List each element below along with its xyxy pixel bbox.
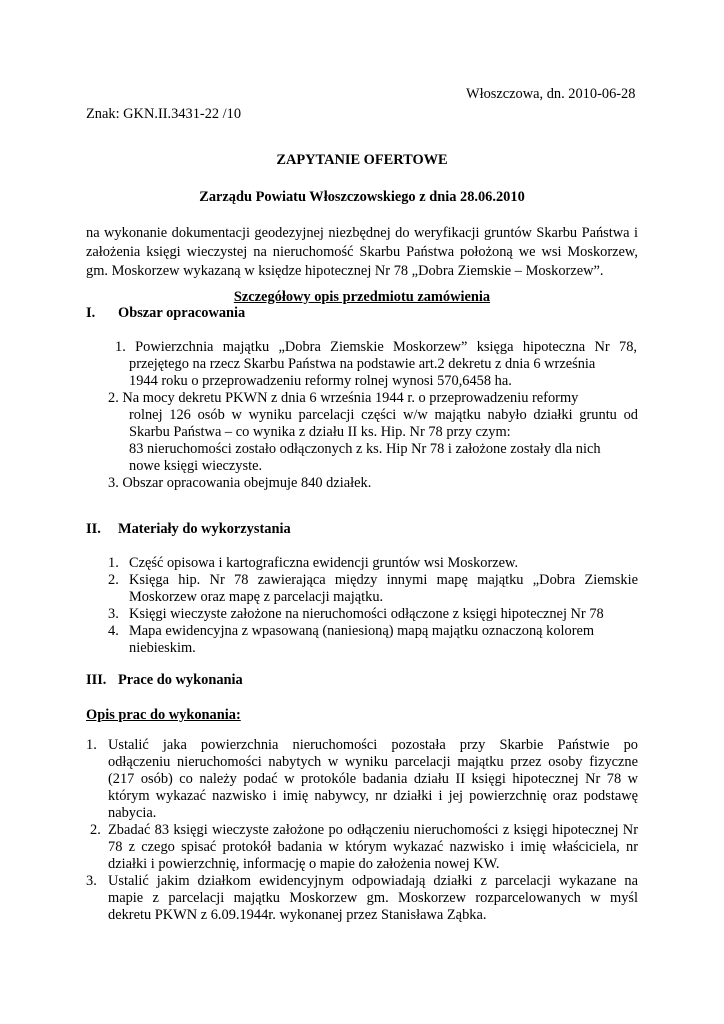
works-heading: Opis prac do wykonania:: [86, 707, 241, 723]
intro-line: założenia księgi wieczystej na nieruchomość Skarbu Państwa położoną we wsi Moskorzew,: [86, 244, 638, 260]
material-number: 3.: [108, 606, 119, 622]
section-3-number: III.: [86, 672, 107, 688]
work-number: 2.: [90, 822, 101, 838]
material-item: Część opisowa i kartograficzna ewidencji gruntów wsi Moskorzew.: [129, 555, 519, 571]
material-item: Moskorzew oraz mapę z parcelacji majątku.: [129, 589, 384, 605]
work-number: 1.: [86, 737, 97, 753]
section-1-line: przejętego na rzecz Skarbu Państwa na podstawie art.2 dekretu z dnia 6 września: [129, 356, 596, 372]
material-item: Księgi wieczyste założone na nieruchomości odłączone z księgi hipotecznej Nr 78: [129, 606, 604, 622]
material-number: 4.: [108, 623, 119, 639]
section-1-line: 83 nieruchomości zostało odłączonych z ks. Hip Nr 78 i założone zostały dla nich: [129, 441, 601, 457]
section-1-number: I.: [86, 305, 96, 321]
work-line: (217 osób) co należy podać w protokóle badania działu II księgi hipotecznej Nr 78 w: [108, 771, 638, 787]
section-1-line: nowe księgi wieczyste.: [129, 458, 263, 474]
work-line: Ustalić jaka powierzchnia nieruchomości pozostała przy Skarbie Państwie po: [108, 737, 638, 753]
material-item: Mapa ewidencyjna z wpasowaną (naniesioną) mapą majątku oznaczoną kolorem: [129, 623, 595, 639]
work-line: mapie z parcelacji majątku Moskorzew gm. Moskorzew rozparcelowanych w myśl: [108, 890, 638, 906]
work-line: którym wykazać nazwisko i imię nabywcy, nr działki i jej powierzchnię oraz podstawę: [108, 788, 638, 804]
section-1-line: 1. Powierzchnia majątku „Dobra Ziemskie Moskorzew” księga hipoteczna Nr 78,: [115, 339, 637, 355]
work-line: działki i powierzchnię, informację o mapie do założenia nowej KW.: [108, 856, 500, 872]
material-item: niebieskim.: [129, 640, 196, 656]
work-line: Ustalić jakim działkom ewidencyjnym odpowiadają działki z parcelacji wykazane na: [108, 873, 638, 889]
intro-line: na wykonanie dokumentacji geodezyjnej niezbędnej do weryfikacji gruntów Skarbu Państwa i: [86, 225, 638, 241]
section-3-title: Prace do wykonania: [118, 672, 243, 688]
work-line: 78 z czego spisać protokół badania w którym wykazać nazwisko i imię właściciela, nr: [108, 839, 638, 855]
intro-line: gm. Moskorzew wykazaną w księdze hipotecznej Nr 78 „Dobra Ziemskie – Moskorzew”.: [86, 263, 604, 279]
section-2-title: Materiały do wykorzystania: [118, 521, 291, 537]
work-line: odłączeniu nieruchomości nabytych w wyniku parcelacji majątku przez osoby fizyczne: [108, 754, 638, 770]
section-2-number: II.: [86, 521, 101, 537]
section-1-line: Skarbu Państwa – co wynika z działu II ks. Hip. Nr 78 przy czym:: [129, 424, 511, 440]
work-line: nabycia.: [108, 805, 157, 821]
material-item: Księga hip. Nr 78 zawierająca między innymi mapę majątku „Dobra Ziemskie: [129, 572, 638, 588]
work-line: dekretu PKWN z 6.09.1944r. wykonanej przez Stanisława Ząbka.: [108, 907, 487, 923]
document-subtitle: Zarządu Powiatu Włoszczowskiego z dnia 28.06.2010: [199, 189, 525, 205]
material-number: 1.: [108, 555, 119, 571]
work-line: Zbadać 83 księgi wieczyste założone po odłączeniu nieruchomości z księgi hipotecznej Nr: [108, 822, 638, 838]
section-1-line: 2. Na mocy dekretu PKWN z dnia 6 września 1944 r. o przeprowadzeniu reformy: [108, 390, 579, 406]
section-1-line: rolnej 126 osób w wyniku parcelacji części w/w majątku nabyło działki gruntu od: [129, 407, 638, 423]
reference-number: Znak: GKN.II.3431-22 /10: [86, 106, 242, 122]
document-title: ZAPYTANIE OFERTOWE: [276, 152, 448, 168]
section-1-line: 3. Obszar opracowania obejmuje 840 działek.: [108, 475, 372, 491]
details-heading: Szczegółowy opis przedmiotu zamówienia: [233, 289, 491, 305]
section-1-line: 1944 roku o przeprowadzeniu reformy rolnej wynosi 570,6458 ha.: [129, 373, 512, 389]
place-date: Włoszczowa, dn. 2010-06-28: [466, 86, 636, 102]
material-number: 2.: [108, 572, 119, 588]
work-number: 3.: [86, 873, 97, 889]
section-1-title: Obszar opracowania: [118, 305, 246, 321]
